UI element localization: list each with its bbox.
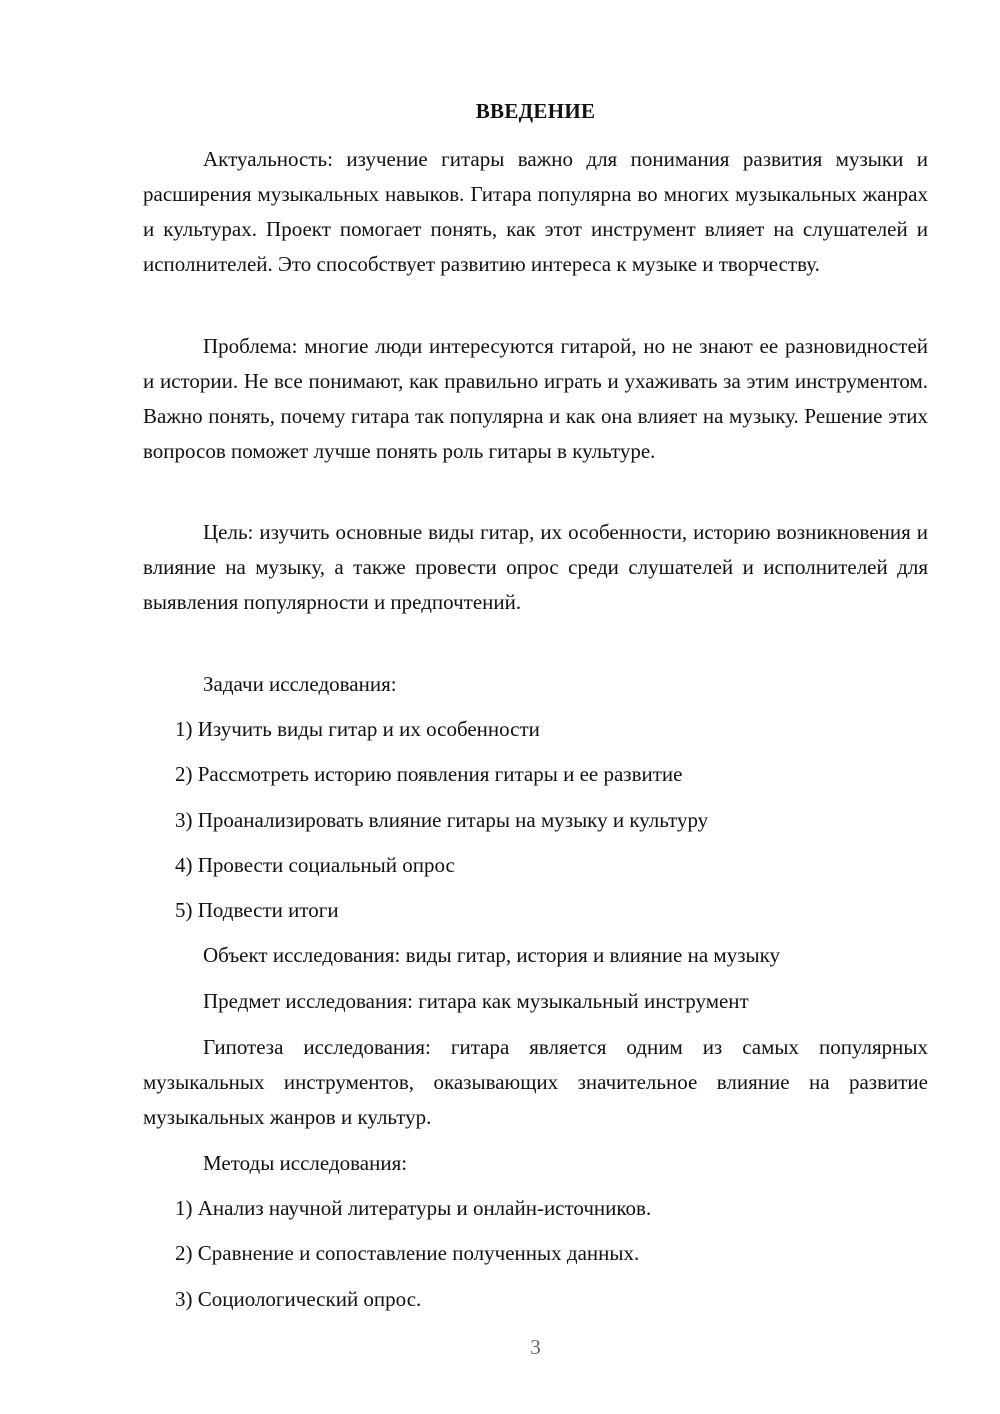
- paragraph-problem: Проблема: многие люди интересуются гитарой, но не знают ее разновидностей и истории. Не все понимают, как правильно играть и ухаживать за этим инструментом. Важно понять, почему гитара так популярна и как она влияет на музыку. Решение этих вопросов поможет лучше понять роль гитары в культуре.: [143, 334, 928, 463]
- research-object: Объект исследования: виды гитар, история и влияние на музыку: [203, 943, 780, 967]
- document-page: [143, 0, 928, 1414]
- paragraph-relevance: Актуальность: изучение гитары важно для понимания развития музыки и расширения музыкальных навыков. Гитара популярна во многих музыкальных жанрах и культурах. Проект помогает понять, как этот инструмент влияет на слушателей и исполнителей. Это способствует развитию интереса к музыке и творчеству.: [143, 147, 928, 276]
- paragraph-goal: Цель: изучить основные виды гитар, их особенности, историю возникновения и влияние на музыку, а также провести опрос среди слушателей и исполнителей для выявления популярности и предпочтений.: [143, 520, 928, 614]
- list-item: 3) Проанализировать влияние гитары на музыку и культуру: [175, 808, 709, 832]
- list-item: 2) Сравнение и сопоставление полученных данных.: [175, 1241, 640, 1265]
- list-item: 5) Подвести итоги: [175, 898, 339, 922]
- methods-heading: Методы исследования:: [203, 1151, 408, 1175]
- list-item: 4) Провести социальный опрос: [175, 853, 455, 877]
- list-item: 3) Социологический опрос.: [175, 1287, 422, 1311]
- page-number: 3: [530, 1335, 541, 1359]
- list-item: 2) Рассмотреть историю появления гитары и ее развитие: [175, 762, 683, 786]
- page-title: ВВЕДЕНИЕ: [475, 99, 596, 123]
- list-item: 1) Анализ научной литературы и онлайн-источников.: [175, 1196, 652, 1220]
- paragraph-hypothesis: Гипотеза исследования: гитара является одним из самых популярных музыкальных инструментов, оказывающих значительное влияние на развитие музыкальных жанров и культур.: [143, 1035, 928, 1129]
- list-item: 1) Изучить виды гитар и их особенности: [175, 717, 540, 741]
- research-subject: Предмет исследования: гитара как музыкальный инструмент: [203, 989, 749, 1013]
- tasks-heading: Задачи исследования:: [203, 672, 397, 696]
